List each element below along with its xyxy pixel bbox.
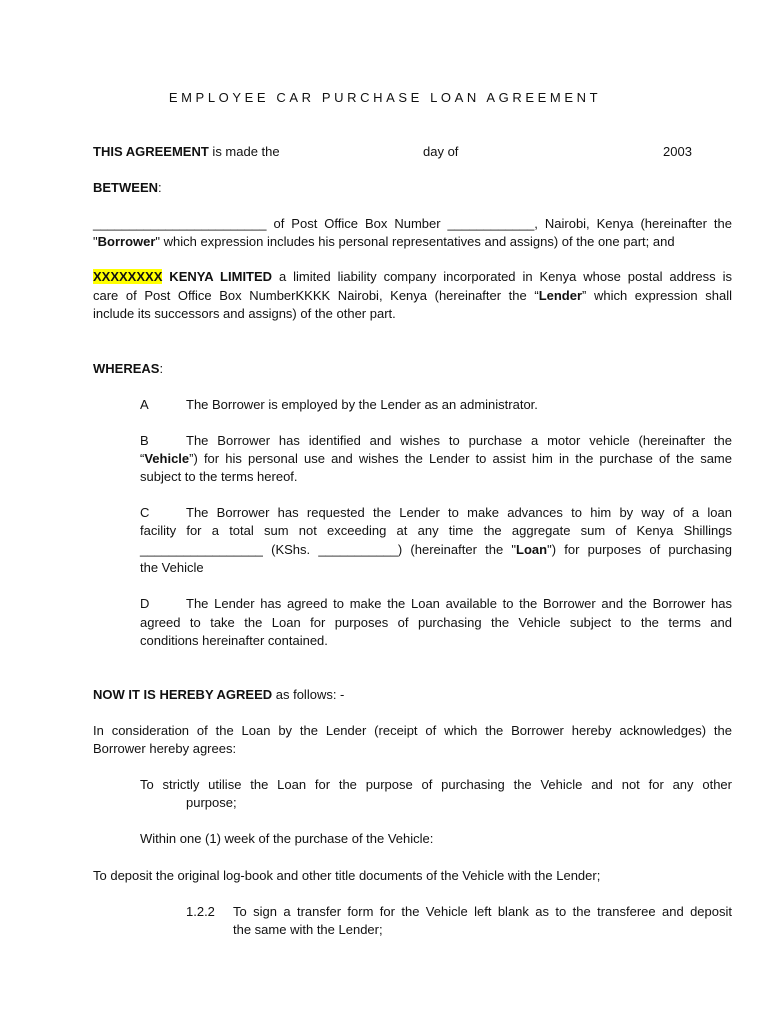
- between-label: BETWEEN: [93, 180, 158, 195]
- recital-c-line-3-a: _________________ (KShs. ___________) (hereinafter the ": [140, 542, 517, 557]
- recital-a-letter: A: [140, 397, 149, 412]
- loan-term: Loan: [516, 542, 548, 557]
- recital-c-line-2: facility for a total sum not exceeding at any time the aggregate sum of Kenya Shillings: [140, 523, 732, 538]
- between-heading: [93, 179, 162, 197]
- recital-c-line-1: The Borrower has requested the Lender to make advances to him by way of a loan: [186, 505, 732, 520]
- lender-company: KENYA LIMITED: [162, 269, 273, 284]
- recital-c-letter: C: [140, 505, 150, 520]
- recital-d-line-1: The Lender has agreed to make the Loan available to the Borrower and the Borrower has: [186, 596, 732, 611]
- intro-line: [93, 143, 280, 161]
- recital-a-text: The Borrower is employed by the Lender as an administrator.: [186, 397, 538, 412]
- document-title: EMPLOYEE CAR PURCHASE LOAN AGREEMENT: [168, 90, 602, 105]
- borrower-term: Borrower: [97, 234, 156, 249]
- whereas-label: WHEREAS: [93, 361, 160, 376]
- lender-placeholder-highlight: XXXXXXXX: [93, 269, 163, 284]
- intro-year: 2003: [663, 144, 692, 159]
- vehicle-quote-open: “: [140, 451, 145, 466]
- borrower-party-line-2: [93, 233, 675, 251]
- lender-term: Lender: [538, 288, 583, 303]
- agreed-heading: [93, 686, 344, 704]
- recital-b-line-3: subject to the terms hereof.: [140, 469, 298, 484]
- lender-party-line-2: [93, 287, 732, 305]
- borrower-party-rest: " which expression includes his personal representatives and assigns) of the one part; and: [155, 234, 675, 249]
- agreed-text: as follows: -: [272, 687, 345, 702]
- borrower-quote-open: ": [93, 234, 98, 249]
- clause-utilise-line-1: To strictly utilise the Loan for the purpose of purchasing the Vehicle and not for any other: [140, 777, 732, 792]
- clause-utilise-line-2: purpose;: [186, 795, 237, 810]
- whereas-colon: :: [159, 361, 164, 376]
- recital-d-line-2: agreed to take the Loan for purposes of purchasing the Vehicle subject to the terms and: [140, 615, 732, 630]
- intro-text: is made the: [208, 144, 280, 159]
- recital-c-line-3-b: ") for purposes of purchasing: [547, 542, 732, 557]
- vehicle-term: Vehicle: [144, 451, 190, 466]
- whereas-heading: [93, 360, 163, 378]
- recital-c-line-4: the Vehicle: [140, 560, 204, 575]
- between-colon: :: [158, 180, 162, 195]
- clause-1-2-2-line-1: To sign a transfer form for the Vehicle left blank as to the transferee and deposit: [233, 904, 732, 919]
- recital-b-line-2: [140, 450, 732, 468]
- clause-deposit: To deposit the original log-book and other title documents of the Vehicle with the Lender;: [93, 868, 601, 883]
- intro-day: day of: [423, 144, 459, 159]
- recital-b-line-2-rest: ”) for his personal use and wishes the Lender to assist him in the purchase of the same: [189, 451, 732, 466]
- clause-1-2-2-line-2: the same with the Lender;: [233, 922, 383, 937]
- lender-party-line-3: include its successors and assigns) of the other part.: [93, 306, 396, 321]
- agreed-label: NOW IT IS HEREBY AGREED: [93, 687, 273, 702]
- recital-d-letter: D: [140, 596, 150, 611]
- lender-party-line-1: [93, 268, 732, 286]
- recital-b-line-1: The Borrower has identified and wishes to purchase a motor vehicle (hereinafter the: [186, 433, 732, 448]
- lender-party-line-1-rest: a limited liability company incorporated in Kenya whose postal address is: [272, 269, 732, 284]
- clause-1-2-2-number: 1.2.2: [186, 904, 215, 919]
- consideration-line-2: Borrower hereby agrees:: [93, 741, 237, 756]
- recital-b-letter: B: [140, 433, 149, 448]
- lender-party-line-2-a: care of Post Office Box NumberKKKK Nairobi, Kenya (hereinafter the “: [93, 288, 539, 303]
- clause-within: Within one (1) week of the purchase of the Vehicle:: [140, 831, 434, 846]
- intro-label: THIS AGREEMENT: [93, 144, 209, 159]
- recital-d-line-3: conditions hereinafter contained.: [140, 633, 328, 648]
- recital-c-line-3: [140, 541, 732, 559]
- consideration-line-1: In consideration of the Loan by the Lender (receipt of which the Borrower hereby acknowledges) the: [93, 723, 732, 738]
- borrower-party-line-1: ________________________ of Post Office Box Number ____________, Nairobi, Kenya (hereinafter the: [93, 216, 732, 231]
- lender-party-line-2-b: ” which expression shall: [582, 288, 732, 303]
